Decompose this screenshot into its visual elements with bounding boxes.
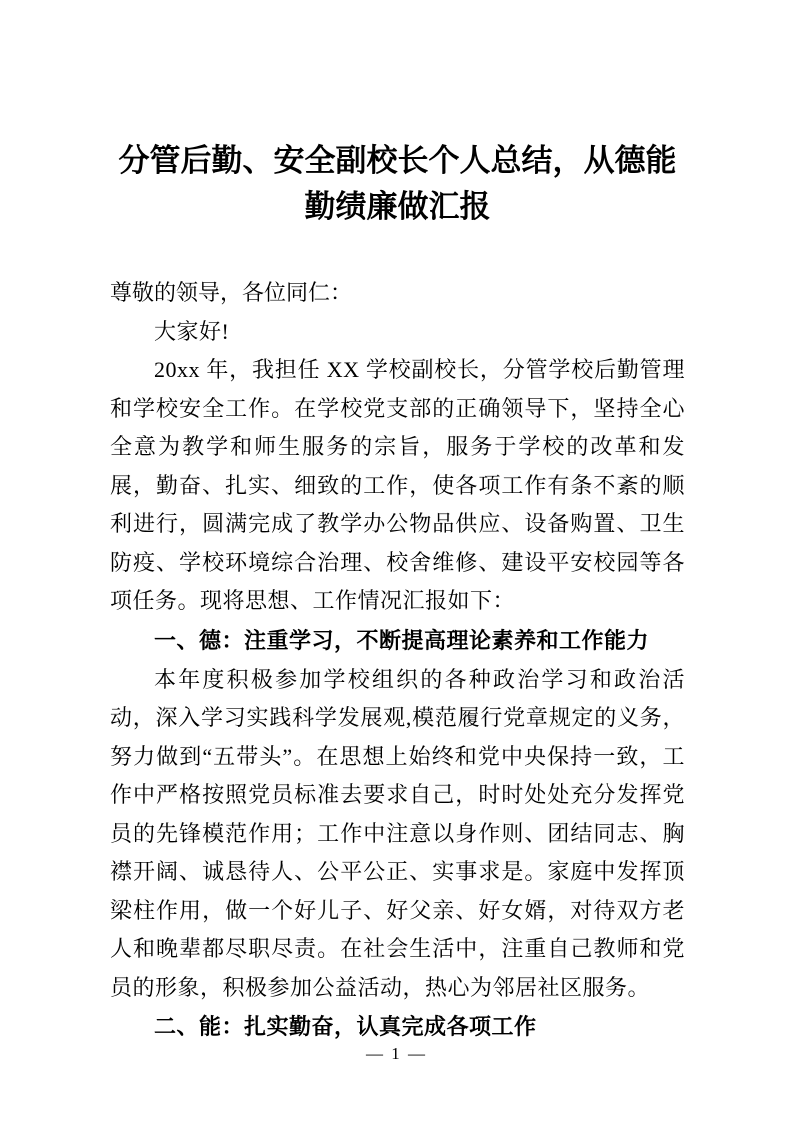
page-number: — 1 — bbox=[366, 1044, 427, 1063]
intro-paragraph: 20xx 年，我担任 XX 学校副校长，分管学校后勤管理和学校安全工作。在学校党支部的正确领导下，坚持全心全意为教学和师生服务的宗旨，服务于学校的改革和发展，勤奋、扎实、细致的工作，使各项工作有条不紊的顺利进行，圆满完成了教学办公物品供应、设备购置、卫生防疫、学校环境综合治理、校舍维修、建设平安校园等各项任务。现将思想、工作情况汇报如下： bbox=[110, 357, 685, 613]
document-title bbox=[110, 138, 685, 230]
document-title-line-1: 分管后勤、安全副校长个人总结，从德能 bbox=[118, 143, 677, 178]
section-heading-2: 二、能：扎实勤奋，认真完成各项工作 bbox=[154, 1014, 537, 1039]
section-heading-1: 一、德：注重学习，不断提高理论素养和工作能力 bbox=[154, 627, 650, 653]
greeting-line: 大家好! bbox=[154, 318, 230, 344]
document-title-line-2: 勤绩廉做汇报 bbox=[304, 189, 491, 224]
salutation-line: 尊敬的领导，各位同仁： bbox=[110, 280, 353, 305]
section-1-paragraph: 本年度积极参加学校组织的各种政治学习和政治活动，深入学习实践科学发展观,模范履行党章规定的义务，努力做到“五带头”。在思想上始终和党中央保持一致，工作中严格按照党员标准去要求自己，时时处处充分发挥党员的先锋模范作用；工作中注意以身作则、团结同志、胸襟开阔、诚恳待人、公平公正、实事求是。家庭中发挥顶梁柱作用，做一个好儿子、好父亲、好女婿，对待双方老人和晚辈都尽职尽责。在社会生活中，注重自己教师和党员的形象，积极参加公益活动，热心为邻居社区服务。 bbox=[110, 666, 685, 1000]
